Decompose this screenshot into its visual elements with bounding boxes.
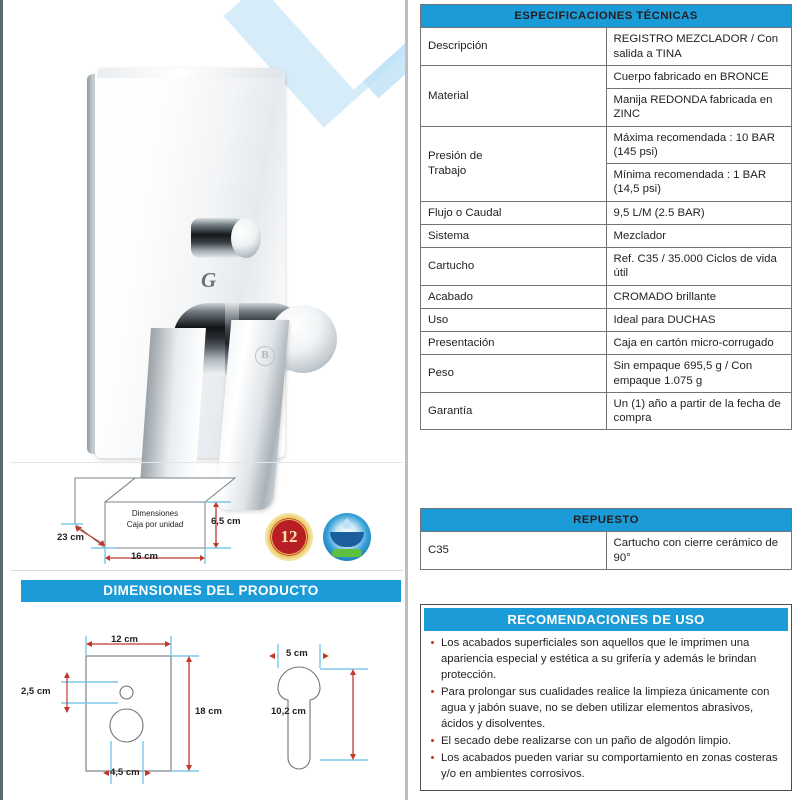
repuesto-header: REPUESTO	[421, 509, 792, 532]
spec-value-presion-max: Máxima recomendada : 10 BAR (145 psi)	[606, 126, 792, 164]
recomendaciones-list	[421, 633, 791, 790]
table-row	[421, 355, 792, 393]
packaging-label-line2: Caja por unidad	[126, 520, 184, 529]
packaging-depth-value: 23 cm	[57, 532, 84, 543]
water-wave-shape	[330, 532, 364, 547]
table-row	[421, 28, 792, 66]
table-row	[421, 392, 792, 430]
technical-drawings-svg	[13, 612, 408, 792]
plate-bottom-offset-value: 4,5 cm	[110, 767, 140, 778]
panel-vertical-divider	[405, 0, 408, 800]
panel-divider-lower	[11, 570, 403, 571]
right-panel	[412, 0, 800, 800]
spec-value-descripcion: REGISTRO MEZCLADOR / Con salida a TINA	[606, 28, 792, 66]
spec-label-material: Material	[421, 65, 607, 126]
panel-divider-upper	[11, 462, 403, 463]
table-header-row	[421, 5, 792, 28]
table-row	[421, 201, 792, 224]
warranty-badge-number: 12	[280, 527, 298, 546]
brand-logo-g: G	[201, 268, 217, 292]
spec-value-acabado: CROMADO brillante	[606, 285, 792, 308]
table-row	[421, 126, 792, 164]
spec-value-presion-min: Mínima recomendada : 1 BAR (14,5 psi)	[606, 164, 792, 202]
packaging-width-value: 16 cm	[131, 551, 158, 562]
warranty-badge-icon	[265, 513, 313, 561]
spec-value-sistema: Mezclador	[606, 224, 792, 247]
spec-label-presion	[421, 126, 607, 201]
table-header-row	[421, 509, 792, 532]
spec-label-uso: Uso	[421, 308, 607, 331]
water-saving-badge-icon	[323, 513, 371, 561]
spec-value-cartucho: Ref. C35 / 35.000 Ciclos de vida útil	[606, 248, 792, 286]
plate-top-offset-value: 2,5 cm	[21, 686, 51, 697]
handle-logo-b: B	[255, 346, 275, 366]
repuesto-code: C35	[421, 532, 607, 570]
water-drop-icon	[341, 518, 354, 531]
spec-label-presentacion: Presentación	[421, 332, 607, 355]
spec-label-presion-line1: Presión de	[428, 150, 483, 163]
handle-width-value: 5 cm	[286, 648, 308, 659]
diverter-knob-cap	[231, 218, 261, 258]
spec-label-flujo: Flujo o Caudal	[421, 201, 607, 224]
packaging-box-label	[105, 508, 205, 530]
spec-value-garantia: Un (1) año a partir de la fecha de compra	[606, 392, 792, 430]
spec-label-cartucho: Cartucho	[421, 248, 607, 286]
packaging-box-diagram	[53, 470, 253, 570]
faceplate-top-highlight	[97, 68, 283, 78]
table-row	[421, 65, 792, 88]
table-row	[421, 332, 792, 355]
list-item: Para prolongar sus cualidades realice la limpieza únicamente con agua y jabón suave, no se deben utilizar elementos abrasivos, ácidos y disolventes.	[430, 684, 782, 732]
spec-label-peso: Peso	[421, 355, 607, 393]
spec-label-sistema: Sistema	[421, 224, 607, 247]
spec-value-peso: Sin empaque 695,5 g / Con empaque 1.075 g	[606, 355, 792, 393]
repuesto-description: Cartucho con cierre cerámico de 90°	[606, 532, 792, 570]
certification-badges	[265, 510, 380, 566]
spec-label-descripcion: Descripción	[421, 28, 607, 66]
table-row	[421, 308, 792, 331]
eco-green-band	[332, 549, 362, 557]
list-item: El secado debe realizarse con un paño de algodón limpio.	[430, 733, 782, 749]
product-photo	[73, 58, 323, 468]
list-item: Los acabados pueden variar su comportamiento en zonas costeras y/o en ambientes corrosivos.	[430, 750, 782, 782]
packaging-height-value: 6,5 cm	[211, 516, 241, 527]
list-item: Los acabados superficiales son aquellos que le imprimen una apariencia especial y estética a su grifería y además le brindan protección.	[430, 635, 782, 683]
table-row	[421, 285, 792, 308]
spec-value-presentacion: Caja en cartón micro-corrugado	[606, 332, 792, 355]
table-row	[421, 248, 792, 286]
specs-header: ESPECIFICACIONES TÉCNICAS	[421, 5, 792, 28]
handle-height-value: 10,2 cm	[271, 706, 306, 717]
warranty-badge-ring	[271, 519, 307, 555]
repuesto-table	[420, 508, 792, 570]
spec-label-acabado: Acabado	[421, 285, 607, 308]
packaging-label-line1: Dimensiones	[131, 509, 179, 518]
plate-height-value: 18 cm	[195, 706, 222, 717]
spec-value-material-2: Manija REDONDA fabricada en ZINC	[606, 89, 792, 127]
product-dimensions-header: DIMENSIONES DEL PRODUCTO	[21, 580, 401, 602]
table-row	[421, 224, 792, 247]
table-row	[421, 532, 792, 570]
spec-label-presion-line2: Trabajo	[428, 164, 467, 177]
spec-value-uso: Ideal para DUCHAS	[606, 308, 792, 331]
technical-drawings	[13, 612, 408, 792]
technical-specifications-table	[420, 4, 792, 430]
spec-value-material-1: Cuerpo fabricado en BRONCE	[606, 65, 792, 88]
recomendaciones-header: RECOMENDACIONES DE USO	[424, 608, 788, 631]
recomendaciones-box	[420, 604, 792, 791]
plate-width-value: 12 cm	[111, 634, 138, 645]
spec-label-garantia: Garantía	[421, 392, 607, 430]
spec-value-flujo: 9,5 L/M (2.5 BAR)	[606, 201, 792, 224]
